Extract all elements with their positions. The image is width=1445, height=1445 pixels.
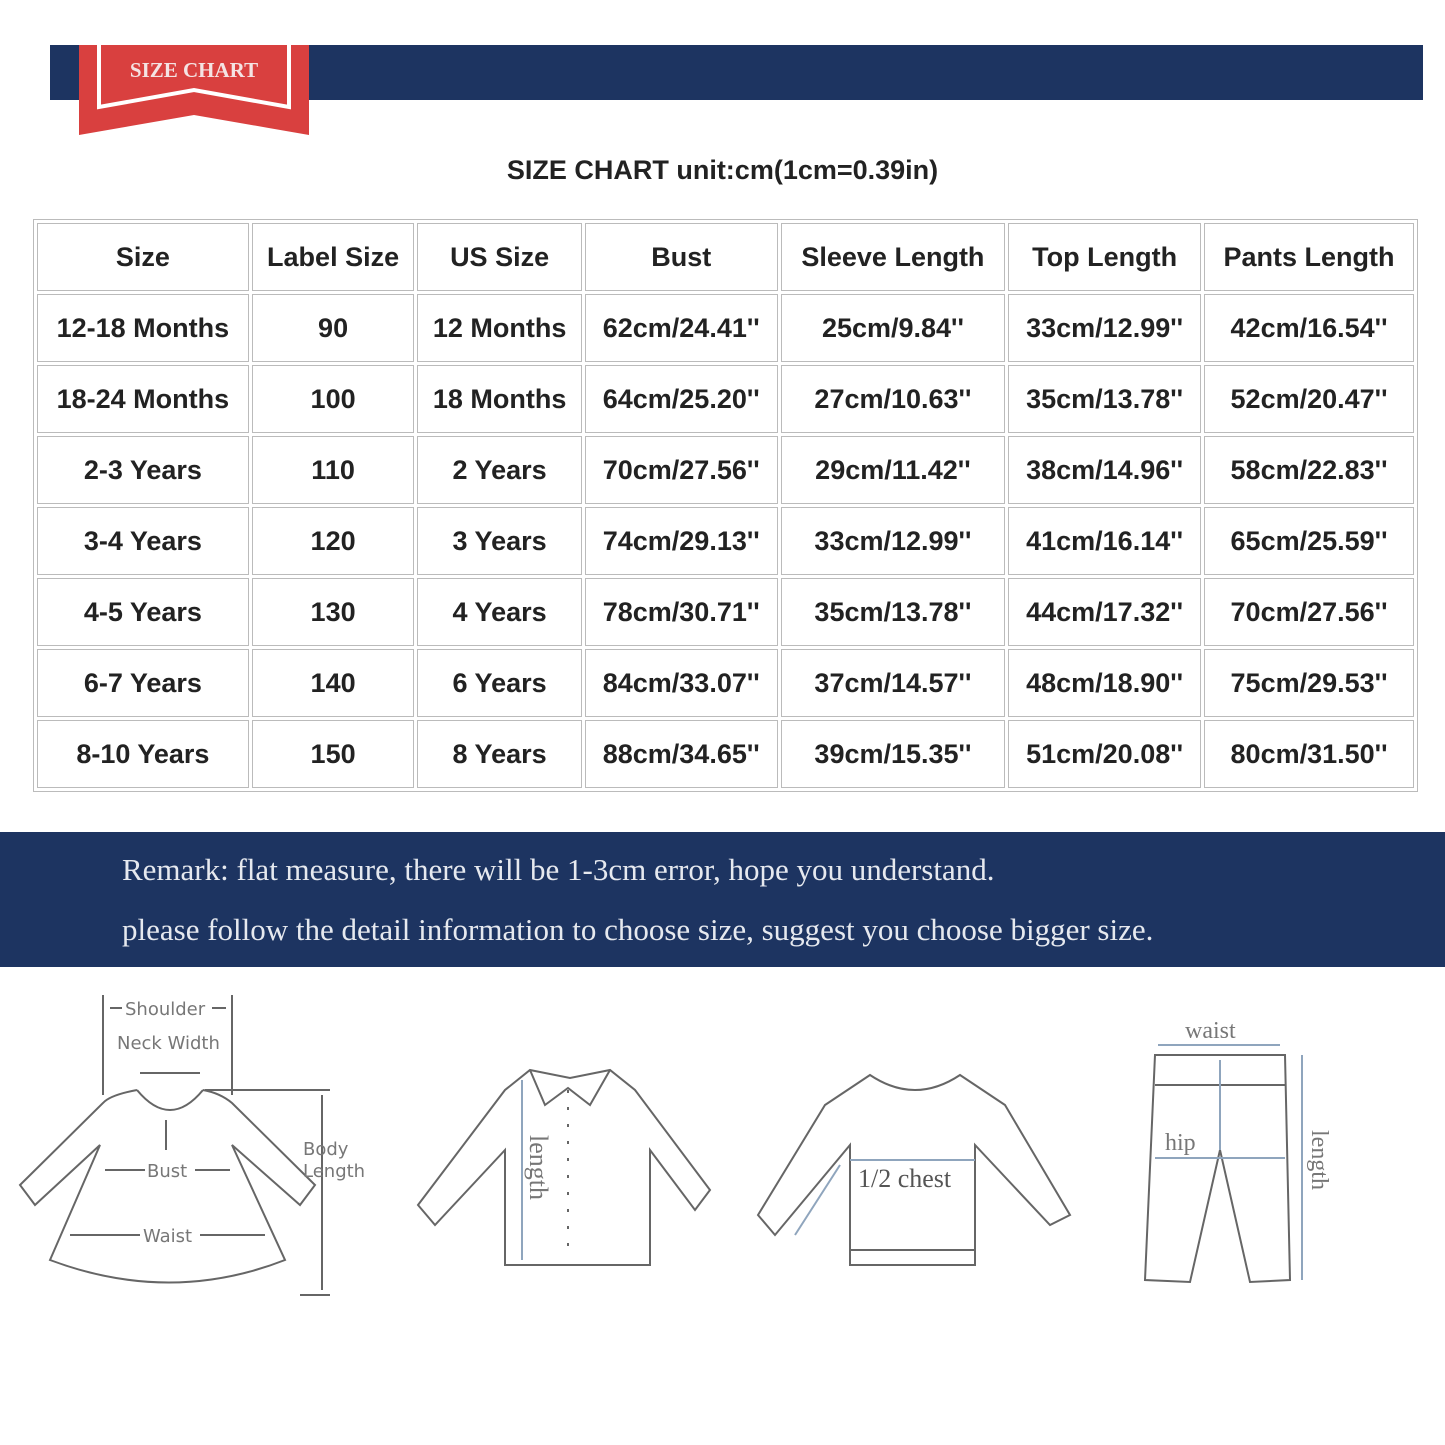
table-cell: 130 xyxy=(252,578,415,646)
table-cell: 100 xyxy=(252,365,415,433)
table-cell: 33cm/12.99'' xyxy=(1008,294,1201,362)
table-cell: 80cm/31.50'' xyxy=(1204,720,1414,788)
table-cell: 37cm/14.57'' xyxy=(781,649,1006,717)
table-cell: 51cm/20.08'' xyxy=(1008,720,1201,788)
pants-diagram xyxy=(1140,1010,1350,1295)
table-cell: 150 xyxy=(252,720,415,788)
table-cell: 27cm/10.63'' xyxy=(781,365,1006,433)
table-cell: 75cm/29.53'' xyxy=(1204,649,1414,717)
table-cell: 42cm/16.54'' xyxy=(1204,294,1414,362)
waist-label: waist xyxy=(1185,1018,1236,1044)
table-cell: 6-7 Years xyxy=(37,649,249,717)
body-length-label-1: Body xyxy=(303,1139,349,1160)
column-header: Sleeve Length xyxy=(781,223,1006,291)
table-cell: 84cm/33.07'' xyxy=(585,649,778,717)
table-cell: 29cm/11.42'' xyxy=(781,436,1006,504)
chart-title: SIZE CHART unit:cm(1cm=0.39in) xyxy=(506,155,939,185)
shirt-diagram xyxy=(410,1060,730,1270)
dress-diagram xyxy=(0,985,400,1315)
table-row xyxy=(37,507,1414,575)
table-cell: 18-24 Months xyxy=(37,365,249,433)
table-cell: 62cm/24.41'' xyxy=(585,294,778,362)
table-cell: 70cm/27.56'' xyxy=(1204,578,1414,646)
table-cell: 2 Years xyxy=(417,436,581,504)
shoulder-label: Shoulder xyxy=(125,999,206,1020)
pants-length-label: length xyxy=(1306,1130,1332,1190)
column-header: Pants Length xyxy=(1204,223,1414,291)
table-row xyxy=(37,365,1414,433)
table-cell: 3-4 Years xyxy=(37,507,249,575)
table-cell: 88cm/34.65'' xyxy=(585,720,778,788)
table-cell: 4-5 Years xyxy=(37,578,249,646)
table-header-row xyxy=(37,223,1414,291)
column-header: US Size xyxy=(417,223,581,291)
table-row xyxy=(37,720,1414,788)
table-cell: 70cm/27.56'' xyxy=(585,436,778,504)
table-cell: 3 Years xyxy=(417,507,581,575)
table-row xyxy=(37,436,1414,504)
table-cell: 120 xyxy=(252,507,415,575)
table-cell: 44cm/17.32'' xyxy=(1008,578,1201,646)
remark-line-1: Remark: flat measure, there will be 1-3cm error, hope you understand. xyxy=(122,852,995,887)
table-cell: 74cm/29.13'' xyxy=(585,507,778,575)
table-cell: 8 Years xyxy=(417,720,581,788)
table-cell: 90 xyxy=(252,294,415,362)
table-cell: 38cm/14.96'' xyxy=(1008,436,1201,504)
bust-label: Bust xyxy=(147,1161,188,1182)
table-cell: 110 xyxy=(252,436,415,504)
size-table xyxy=(33,219,1418,792)
hip-label: hip xyxy=(1165,1130,1196,1156)
table-cell: 35cm/13.78'' xyxy=(1008,365,1201,433)
remark-line-2: please follow the detail information to choose size, suggest you choose bigger size. xyxy=(122,912,1154,947)
column-header: Label Size xyxy=(252,223,415,291)
table-cell: 39cm/15.35'' xyxy=(781,720,1006,788)
table-cell: 64cm/25.20'' xyxy=(585,365,778,433)
table-row xyxy=(37,578,1414,646)
waist-label: Waist xyxy=(143,1226,193,1247)
column-header: Size xyxy=(37,223,249,291)
body-length-label-2: Length xyxy=(303,1161,366,1182)
table-cell: 140 xyxy=(252,649,415,717)
table-cell: 65cm/25.59'' xyxy=(1204,507,1414,575)
table-cell: 12-18 Months xyxy=(37,294,249,362)
column-header: Top Length xyxy=(1008,223,1201,291)
column-header: Bust xyxy=(585,223,778,291)
table-cell: 2-3 Years xyxy=(37,436,249,504)
table-cell: 12 Months xyxy=(417,294,581,362)
table-cell: 25cm/9.84'' xyxy=(781,294,1006,362)
table-row xyxy=(37,294,1414,362)
table-cell: 52cm/20.47'' xyxy=(1204,365,1414,433)
table-cell: 4 Years xyxy=(417,578,581,646)
ribbon-label: SIZE CHART xyxy=(129,58,259,82)
table-cell: 41cm/16.14'' xyxy=(1008,507,1201,575)
table-cell: 35cm/13.78'' xyxy=(781,578,1006,646)
table-cell: 18 Months xyxy=(417,365,581,433)
shirt-length-label: length xyxy=(524,1135,553,1200)
table-cell: 6 Years xyxy=(417,649,581,717)
table-cell: 8-10 Years xyxy=(37,720,249,788)
table-cell: 78cm/30.71'' xyxy=(585,578,778,646)
table-cell: 58cm/22.83'' xyxy=(1204,436,1414,504)
neck-width-label: Neck Width xyxy=(117,1033,220,1054)
table-row xyxy=(37,649,1414,717)
table-cell: 33cm/12.99'' xyxy=(781,507,1006,575)
table-cell: 48cm/18.90'' xyxy=(1008,649,1201,717)
chest-label: 1/2 chest xyxy=(858,1164,952,1193)
sweater-diagram xyxy=(755,1065,1075,1275)
